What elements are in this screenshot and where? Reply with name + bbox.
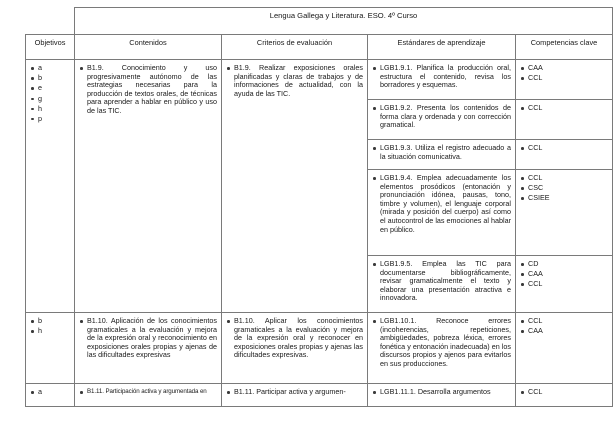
criterio-cell [222, 313, 368, 384]
objetivo-item: h [30, 327, 70, 336]
objetivo-item: e [30, 84, 70, 93]
estandar-item [368, 140, 515, 170]
competencia-item: CCL [520, 104, 608, 113]
objetivo-item: b [30, 317, 70, 326]
header-row [26, 35, 613, 60]
objetivo-item: g [30, 95, 70, 104]
competencia-item: CCL [520, 144, 608, 153]
contenido-cell [75, 60, 222, 313]
contenido-cell [75, 313, 222, 384]
header-objetivos: Objetivos [26, 35, 75, 60]
estandar-text: LGB1.9.1. Planifica la producción oral, estructura el contenido, revisa los borradores y esquemas. [372, 64, 511, 90]
criterio-text: B1.10. Aplicar los conocimientos gramaticales a la evaluación y mejora de la expresión oral y reconocer en exposiciones orales propias y ajenas las dificultades expresivas. [226, 317, 363, 360]
contenido-text: B1.11. Participación activa y argumentada en [79, 388, 217, 397]
competencia-item: CCL [520, 388, 608, 397]
competencia-item: CAA [520, 64, 608, 73]
estandares-cell [368, 384, 516, 407]
table-title: Lengua Gallega y Literatura. ESO. 4º Curso [75, 8, 613, 35]
competencia-item: CAA [520, 270, 608, 279]
objetivo-item: p [30, 115, 70, 124]
contenido-text: B1.9. Conocimiento y uso progresivamente autónomo de las estrategias necesarias para la producción de textos orales, de técnicas para aprender a hablar en público y uso de las TIC. [79, 64, 217, 116]
objetivos-cell [26, 60, 75, 313]
estandar-text: LGB1.11.1. Desarrolla argumentos [372, 388, 511, 397]
competencia-item: CSC [520, 184, 608, 193]
competencia-group [516, 170, 612, 256]
competencia-item: CCL [520, 174, 608, 183]
estandar-text: LGB1.10.1. Reconoce errores (incoherencias, repeticiones, ambigüedades, pobreza léxica, errores fonética y entonación inadecuada) en los discursos propios y ajenos para evitarlos en sus producciones. [372, 317, 511, 369]
objetivo-item: h [30, 105, 70, 114]
header-estandares: Estándares de aprendizaje [368, 35, 516, 60]
objetivos-cell [26, 384, 75, 407]
estandar-item [368, 170, 515, 256]
estandar-item [368, 100, 515, 140]
table-row [26, 384, 613, 407]
title-row [26, 8, 613, 35]
header-criterios: Criterios de evaluación [222, 35, 368, 60]
header-contenidos: Contenidos [75, 35, 222, 60]
criterio-cell [222, 60, 368, 313]
estandar-text: LGB1.9.2. Presenta los contenidos de forma clara y ordenada y con corrección gramatical. [372, 104, 511, 130]
estandar-text: LGB1.9.5. Emplea las TIC para documentarse bibliográficamente, revisar gramaticalmente el texto y elaborar una presentación atractiva e innovadora. [372, 260, 511, 303]
estandar-item [368, 256, 515, 312]
competencia-group [516, 60, 612, 100]
table-row [26, 313, 613, 384]
header-competencias: Competencias clave [516, 35, 613, 60]
competencias-cell [516, 384, 613, 407]
competencias-cell [516, 313, 613, 384]
competencia-group [516, 256, 612, 312]
objetivo-item: b [30, 74, 70, 83]
contenido-cell [75, 384, 222, 407]
contenido-text: B1.10. Aplicación de los conocimientos gramaticales a la evaluación y mejora de la expresión oral y reconocimiento en exposiciones orales propias y ajenas de las dificultades expresivas [79, 317, 217, 360]
competencia-group [516, 100, 612, 140]
competencia-item: CCL [520, 280, 608, 289]
estandar-item [368, 60, 515, 100]
competencia-item: CD [520, 260, 608, 269]
estandar-text: LGB1.9.4. Emplea adecuadamente los elementos prosódicos (entonación y pronunciación idónea, pausas, tono, timbre y volumen), el lenguaje corporal (mirada y posición del cuerpo) así como el autocontrol de las emociones al hablar en público. [372, 174, 511, 234]
competencia-item: CAA [520, 327, 608, 336]
table-row [26, 60, 613, 313]
estandares-cell [368, 60, 516, 313]
estandares-cell [368, 313, 516, 384]
criterio-text: B1.9. Realizar exposiciones orales planificadas y claras de trabajos y de informaciones de actualidad, con la ayuda de las TIC. [226, 64, 363, 98]
competencia-item: CSIEE [520, 194, 608, 203]
title-corner [26, 8, 75, 35]
objetivo-item: a [30, 64, 70, 73]
objetivos-cell [26, 313, 75, 384]
competencia-item: CCL [520, 74, 608, 83]
competencia-group [516, 140, 612, 170]
estandar-text: LGB1.9.3. Utiliza el registro adecuado a la situación comunicativa. [372, 144, 511, 161]
competencia-item: CCL [520, 317, 608, 326]
competencias-cell [516, 60, 613, 313]
criterio-text: B1.11. Participar activa y argumen- [226, 388, 363, 397]
objetivo-item: a [30, 388, 70, 397]
criterio-cell [222, 384, 368, 407]
curriculum-table [25, 7, 613, 407]
